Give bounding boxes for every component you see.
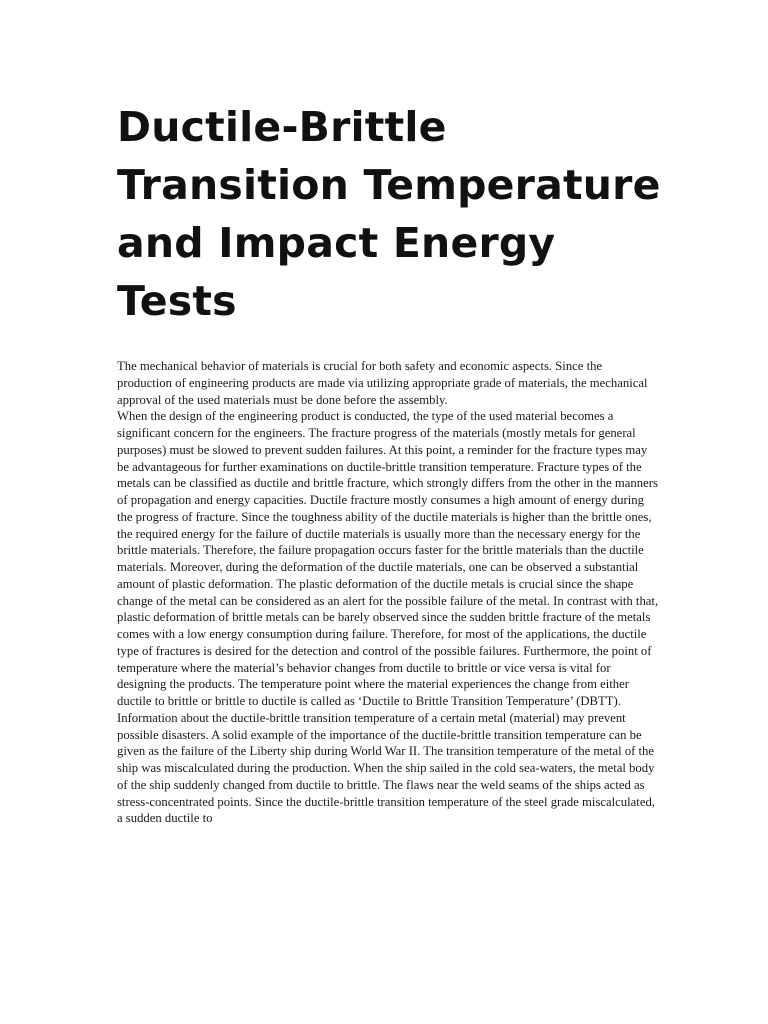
- paragraph-main: When the design of the engineering product is conducted, the type of the used material becomes a significant concern for the engineers. The fracture progress of the materials (mostly metals for general purposes) must be slowed to prevent sudden failures. At this point, a reminder for the fracture types may be advantageous for further examinations on ductile-brittle transition temperature. Fracture types of the metals can be classified as ductile and brittle fracture, which strongly differs from the other in the manners of propagation and energy capacities. Ductile fracture mostly consumes a high amount of energy during the progress of fracture. Since the toughness ability of the ductile materials is higher than the brittle ones, the required energy for the failure of ductile materials is usually more than the necessary energy for the brittle materials. Therefore, the failure propagation occurs faster for the brittle materials than the ductile materials. Moreover, during the deformation of the ductile materials, one can be observed a substantial amount of plastic deformation. The plastic deformation of the ductile metals is crucial since the shape change of the metal can be considered as an alert for the possible failure of the metal. In contrast with that, plastic deformation of brittle metals can be barely observed since the sudden brittle fracture of the metals comes with a low energy consumption during failure. Therefore, for most of the applications, the ductile type of fractures is desired for the detection and control of the possible failures. Furthermore, the point of temperature where the material’s behavior changes from ductile to brittle or vice versa is vital for designing the products. The temperature point where the material experiences the change from either ductile to brittle or brittle to ductile is called as ‘Ductile to Brittle Transition Temperature’ (DBTT). Information about the ductile-brittle transition temperature of a certain metal (material) may prevent possible disasters. A solid example of the importance of the ductile-brittle transition temperature can be given as the failure of the Liberty ship during World War II. The transition temperature of the metal of the ship was miscalculated during the production. When the ship sailed in the cold sea-waters, the metal body of the ship suddenly changed from ductile to brittle. The flaws near the weld seams of the ships acted as stress-concentrated points. Since the ductile-brittle transition temperature of the steel grade miscalculated, a sudden ductile to: [117, 409, 659, 826]
- document-body: [117, 358, 659, 827]
- document-title: Ductile-Brittle Transition Temperature and Impact Energy Tests: [117, 103, 661, 325]
- paragraph-intro: The mechanical behavior of materials is crucial for both safety and economic aspects. Since the production of engineering products are made via utilizing appropriate grade of materials, the mechanical approval of the used materials must be done before the assembly.: [117, 359, 648, 407]
